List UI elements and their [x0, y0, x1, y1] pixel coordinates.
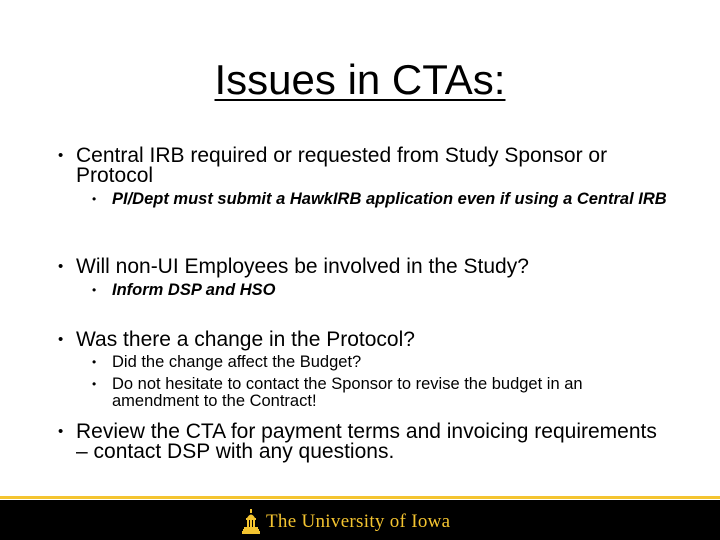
sub-bullet-hawkirb: [92, 191, 667, 208]
bullet-marker: •: [58, 423, 64, 440]
bullet-text: Central IRB required or requested from Study Sponsor or Protocol: [76, 144, 608, 187]
bullet-text: Will non-UI Employees be involved in the Study?: [76, 255, 529, 278]
sub-bullet-text: Did the change affect the Budget?: [112, 353, 362, 371]
logo-text: The University of Iowa: [266, 511, 451, 532]
sub-bullet-text: Do not hesitate to contact the Sponsor to revise the budget in an amendment to the Contract!: [112, 375, 583, 410]
sub-bullet-text: PI/Dept must submit a HawkIRB application even if using a Central IRB: [112, 190, 667, 208]
bullet-item-review-cta: [58, 422, 668, 462]
sub-bullet-text: Inform DSP and HSO: [112, 281, 276, 299]
bullet-item-protocol-change: [58, 330, 668, 350]
sub-bullet-marker: •: [92, 355, 97, 369]
sub-bullet-marker: •: [92, 377, 97, 391]
sub-bullet-contact-sponsor: [92, 376, 667, 410]
sub-bullet-budget-change: [92, 354, 667, 371]
bullet-marker: •: [58, 258, 64, 275]
old-capitol-icon: [242, 509, 260, 535]
bullet-text: Review the CTA for payment terms and invoicing requirements – contact DSP with any questions.: [76, 420, 657, 463]
university-logo: [242, 508, 450, 536]
bullet-marker: •: [58, 147, 64, 164]
bullet-item-non-ui-employees: [58, 257, 668, 277]
sub-bullet-marker: •: [92, 192, 97, 206]
bullet-text: Was there a change in the Protocol?: [76, 328, 415, 351]
footer-accent-line: [0, 496, 720, 499]
sub-bullet-inform-dsp: [92, 282, 667, 299]
slide-title: Issues in CTAs:: [214, 56, 506, 103]
sub-bullet-marker: •: [92, 283, 97, 297]
bullet-marker: •: [58, 331, 64, 348]
bullet-item-central-irb: [58, 146, 668, 186]
